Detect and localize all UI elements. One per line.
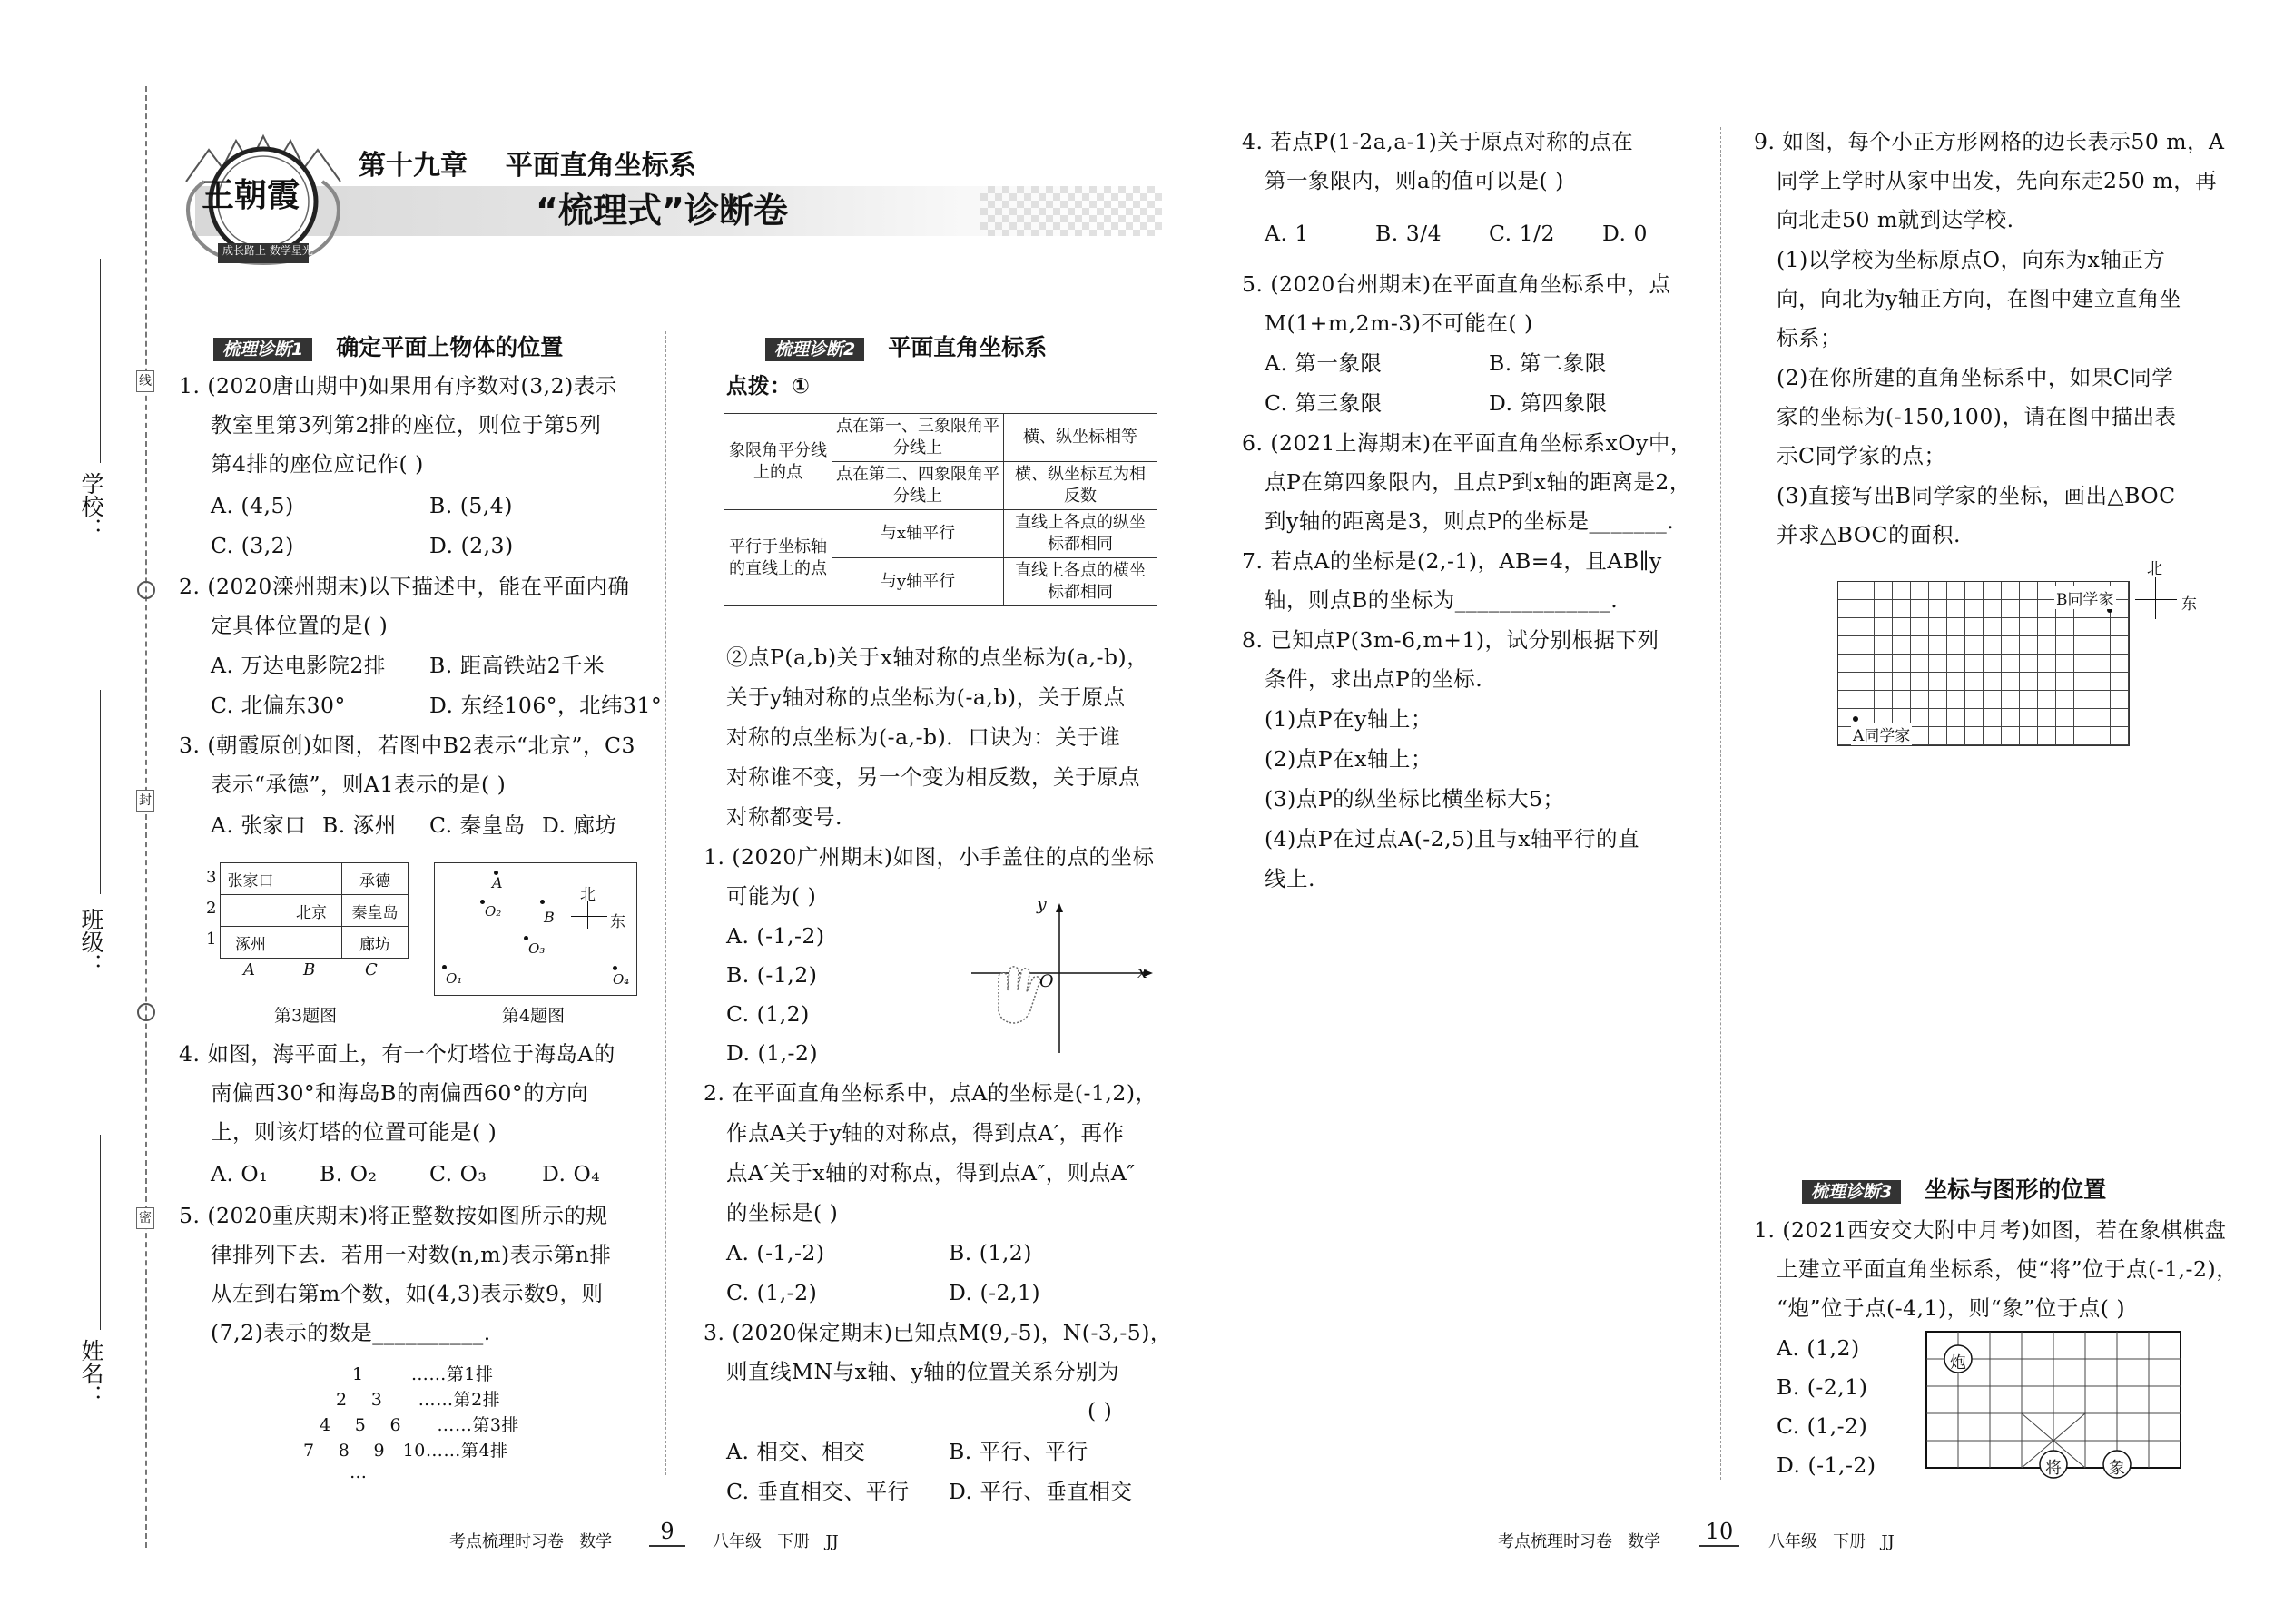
section-1-tag: 梳理诊断1 bbox=[213, 338, 312, 361]
question-3-7-line: 7. 若点A的坐标是(2,-1)，AB=4，且AB∥y bbox=[1242, 548, 1662, 574]
footer-left-text: 考点梳理时习卷 数学 bbox=[449, 1532, 613, 1551]
option[interactable]: C. (1,-2) bbox=[1777, 1413, 1868, 1439]
section-2-tag: 梳理诊断2 bbox=[765, 338, 864, 361]
grid-col-label: A bbox=[243, 960, 255, 979]
question-4-9-line: 家的坐标为(-150,100)，请在图中描出表 bbox=[1777, 404, 2177, 429]
question-2-2-line: 的坐标是( ) bbox=[726, 1200, 839, 1225]
question-3-8-line: (3)点P的纵坐标比横坐标大5； bbox=[1265, 786, 1565, 812]
figure-3-caption: 第3题图 bbox=[274, 1006, 338, 1026]
axes-figure bbox=[962, 894, 1162, 1058]
option[interactable]: B. 平行、平行 bbox=[949, 1439, 1088, 1464]
grid-point-a bbox=[1853, 716, 1858, 722]
tip-cell: 与x轴平行 bbox=[832, 510, 1004, 558]
tip-cell: 象限角平分线上的点 bbox=[724, 414, 832, 510]
header-checker bbox=[980, 186, 1162, 236]
option[interactable]: C. (3,2) bbox=[211, 533, 294, 558]
map-point-label: O₄ bbox=[613, 971, 630, 988]
question-3-6-line: 点P在第四象限内，且点P到x轴的距离是2， bbox=[1265, 469, 1691, 495]
question-4-9-line: (3)直接写出B同学家的坐标，画出△BOC bbox=[1777, 483, 2176, 508]
question-4-9-line: 示C同学家的点； bbox=[1777, 443, 1946, 468]
option[interactable]: D. 东经106°，北纬31° bbox=[429, 693, 663, 718]
question-2-2-line: 点A′关于x轴的对称点，得到点A″，则点A″ bbox=[726, 1160, 1136, 1186]
question-4-9-line: 向，向北为y轴正方向，在图中建立直角坐 bbox=[1777, 286, 2181, 311]
map-point bbox=[442, 965, 447, 969]
option[interactable]: A. 1 bbox=[1265, 221, 1309, 246]
tip-cell: 横、纵坐标相等 bbox=[1004, 414, 1157, 462]
question-3-6-line: 到y轴的距离是3，则点P的坐标是_______. bbox=[1265, 508, 1675, 534]
grid-compass-horizontal bbox=[2135, 599, 2177, 600]
chess-piece-general: 将 bbox=[2045, 1459, 2062, 1478]
option[interactable]: C. 第三象限 bbox=[1265, 390, 1383, 416]
grid-cell: 张家口 bbox=[221, 863, 281, 895]
footer-right-text: 考点梳理时习卷 数学 bbox=[1498, 1532, 1661, 1551]
tip-label: 点拨：① bbox=[726, 373, 811, 399]
grid-cell: 秦皇岛 bbox=[342, 895, 409, 927]
class-field[interactable] bbox=[100, 690, 101, 894]
option[interactable]: B. (-2,1) bbox=[1777, 1374, 1868, 1400]
section-3-heading bbox=[1802, 1178, 2106, 1204]
name-label: 姓名： bbox=[78, 1339, 104, 1407]
option[interactable]: D. O₄ bbox=[542, 1161, 601, 1186]
question-1-5-line: 5. (2020重庆期末)将正整数按如图所示的规 bbox=[179, 1203, 608, 1228]
tip-cell: 直线上各点的纵坐标都相同 bbox=[1004, 510, 1157, 558]
number-pattern-row: 7 8 9 10……第4排 bbox=[303, 1441, 508, 1461]
question-3-8-line: 8. 已知点P(3m-6,m+1)，试分别根据下列 bbox=[1242, 627, 1659, 653]
grid-compass-vertical bbox=[2155, 577, 2156, 619]
hand-icon bbox=[999, 967, 1040, 1023]
binding-line bbox=[145, 86, 147, 1548]
option[interactable]: B. 涿州 bbox=[322, 812, 397, 838]
chess-piece-elephant: 象 bbox=[2109, 1459, 2125, 1478]
map-point bbox=[613, 966, 617, 970]
name-field[interactable] bbox=[100, 1135, 101, 1330]
question-1-1-line: 1. (2020唐山期中)如果用有序数对(3,2)表示 bbox=[179, 373, 617, 399]
question-1-4-line: 4. 如图，海平面上，有一个灯塔位于海岛A的 bbox=[179, 1041, 615, 1067]
grid-cell bbox=[281, 927, 342, 959]
seal-mark-seal: 封 bbox=[136, 790, 154, 812]
question-4-1-line: 1. (2021西安交大附中月考)如图，若在象棋棋盘 bbox=[1754, 1217, 2227, 1243]
grid-cell: 涿州 bbox=[221, 927, 281, 959]
question-2-3-line: ( ) bbox=[1088, 1398, 1113, 1423]
option[interactable]: A. O₁ bbox=[211, 1161, 269, 1186]
page-title: “梳理式”诊断卷 bbox=[536, 191, 788, 231]
grid-col-label: C bbox=[365, 960, 378, 979]
compass-east-label: 东 bbox=[610, 913, 625, 931]
option[interactable]: A. 相交、相交 bbox=[726, 1439, 866, 1464]
question-1-4-line: 上，则该灯塔的位置可能是( ) bbox=[211, 1119, 497, 1145]
option[interactable]: D. (1,-2) bbox=[726, 1040, 819, 1066]
section-3-tag: 梳理诊断3 bbox=[1802, 1180, 1901, 1204]
tip-text-line: 对称谁不变，另一个变为相反数，关于原点 bbox=[726, 764, 1140, 790]
tip-text-line: 对称都变号. bbox=[726, 804, 842, 830]
question-2-1-line: 1. (2020广州期末)如图，小手盖住的点的坐标 bbox=[704, 844, 1155, 870]
seal-mark-line: 线 bbox=[136, 370, 154, 392]
question-3-8-line: (1)点P在y轴上； bbox=[1265, 706, 1433, 732]
figure-4-caption: 第4题图 bbox=[502, 1006, 566, 1026]
number-pattern-row: 1 ……第1排 bbox=[352, 1364, 494, 1384]
tip-text-line: 关于y轴对称的点坐标为(-a,b)，关于原点 bbox=[726, 684, 1126, 710]
map-point-label: B bbox=[544, 909, 555, 926]
option[interactable]: A. (-1,-2) bbox=[726, 923, 825, 949]
footer-right-grade: 八年级 下册 JJ bbox=[1768, 1532, 1895, 1551]
question-1-2-line: 2. (2020滦州期末)以下描述中，能在平面内确 bbox=[179, 574, 630, 599]
section-3-title: 坐标与图形的位置 bbox=[1925, 1176, 2107, 1203]
map-point-label: O₃ bbox=[528, 940, 546, 957]
tip-cell: 与y轴平行 bbox=[832, 558, 1004, 606]
grid-east-label: 东 bbox=[2181, 595, 2197, 614]
compass-vertical bbox=[587, 901, 588, 929]
question-1-5-line: (7,2)表示的数是__________. bbox=[211, 1320, 491, 1345]
logo-motto: 成长路上 数学星光 bbox=[222, 244, 313, 257]
question-3-7-line: 轴，则点B的坐标为______________. bbox=[1265, 587, 1619, 613]
grid-cell bbox=[281, 863, 342, 895]
option[interactable]: A. (1,2) bbox=[1777, 1335, 1860, 1361]
question-3-8-line: (2)点P在x轴上； bbox=[1265, 746, 1433, 772]
option[interactable]: D. (-2,1) bbox=[949, 1280, 1041, 1305]
figure-3-grid bbox=[206, 862, 410, 979]
footer-left-grade: 八年级 下册 JJ bbox=[713, 1532, 839, 1551]
tip-cell: 点在第二、四象限角平分线上 bbox=[832, 462, 1004, 510]
tip-cell: 直线上各点的横坐标都相同 bbox=[1004, 558, 1157, 606]
question-2-2-line: 2. 在平面直角坐标系中，点A的坐标是(-1,2)， bbox=[704, 1080, 1157, 1106]
question-1-4-line: 南偏西30°和海岛B的南偏西60°的方向 bbox=[211, 1080, 589, 1106]
chess-piece-cannon: 炮 bbox=[1950, 1353, 1966, 1373]
option[interactable]: C. (1,2) bbox=[726, 1001, 810, 1027]
option[interactable]: C. 北偏东30° bbox=[211, 693, 346, 718]
school-label: 学校： bbox=[78, 472, 104, 540]
grid-cell: 承德 bbox=[342, 863, 409, 895]
question-1-2-line: 定具体位置的是( ) bbox=[211, 613, 389, 638]
section-1-title: 确定平面上物体的位置 bbox=[336, 334, 564, 360]
question-2-3-line: 则直线MN与x轴、y轴的位置关系分别为 bbox=[726, 1359, 1120, 1384]
section-1-heading bbox=[213, 336, 563, 361]
class-label: 班级： bbox=[78, 908, 104, 976]
option[interactable]: A. 张家口 bbox=[211, 812, 307, 838]
question-4-1-line: “炮”位于点(-4,1)，则“象”位于点( ) bbox=[1777, 1295, 2126, 1321]
option[interactable]: B. 距高铁站2千米 bbox=[429, 653, 605, 678]
question-3-8-line: (4)点P在过点A(-2,5)且与x轴平行的直 bbox=[1265, 826, 1639, 851]
question-3-5-line: M(1+m,2m-3)不可能在( ) bbox=[1265, 310, 1533, 336]
question-1-5-line: 从左到右第m个数，如(4,3)表示数9，则 bbox=[211, 1281, 604, 1306]
footer-left-page: 9 bbox=[649, 1518, 685, 1547]
question-3-8-line: 线上. bbox=[1265, 866, 1315, 891]
option[interactable]: B. (1,2) bbox=[949, 1240, 1032, 1265]
grid-cell: 廊坊 bbox=[342, 927, 409, 959]
number-pattern-row: … bbox=[350, 1462, 368, 1482]
map-point-label: O₁ bbox=[446, 970, 463, 987]
binding-hole bbox=[137, 581, 155, 599]
option[interactable]: C. 垂直相交、平行 bbox=[726, 1479, 910, 1504]
option[interactable]: C. O₃ bbox=[429, 1161, 487, 1186]
question-1-3-line: 3. (朝霞原创)如图，若图中B2表示“北京”，C3 bbox=[179, 733, 635, 758]
tip-cell: 平行于坐标轴的直线上的点 bbox=[724, 510, 832, 606]
question-1-1-line: 教室里第3列第2排的座位，则位于第5列 bbox=[211, 412, 602, 438]
option[interactable]: C. 秦皇岛 bbox=[429, 812, 526, 838]
question-3-4-line: 第一象限内，则a的值可以是( ) bbox=[1265, 168, 1564, 193]
option[interactable]: C. (1,-2) bbox=[726, 1280, 818, 1305]
question-4-9-line: 并求△BOC的面积. bbox=[1777, 522, 1961, 547]
binding-hole bbox=[137, 1003, 155, 1021]
grid-cell bbox=[221, 895, 281, 927]
map-point-label: O₂ bbox=[485, 903, 502, 920]
question-3-5-line: 5. (2020台州期末)在平面直角坐标系中，点 bbox=[1242, 271, 1671, 297]
compass-horizontal bbox=[571, 916, 607, 917]
option[interactable]: A. (4,5) bbox=[211, 493, 294, 518]
option[interactable]: B. (5,4) bbox=[429, 493, 513, 518]
map-point bbox=[540, 900, 545, 904]
chapter-title: 第十九章 平面直角坐标系 bbox=[359, 150, 696, 182]
tip-cell: 点在第一、三象限角平分线上 bbox=[832, 414, 1004, 462]
grid-cell: 北京 bbox=[281, 895, 342, 927]
tip-text-line: 对称的点坐标为(-a,-b)．口诀为：关于谁 bbox=[726, 724, 1121, 750]
section-2-title: 平面直角坐标系 bbox=[888, 334, 1048, 360]
section-2-heading bbox=[765, 336, 1047, 361]
question-1-5-line: 律排列下去．若用一对数(n,m)表示第n排 bbox=[211, 1242, 612, 1267]
question-4-9-line: 向北走50 m就到达学校. bbox=[1777, 207, 2014, 232]
question-3-8-line: 条件，求出点P的坐标. bbox=[1265, 666, 1483, 692]
question-4-9-line: (1)以学校为坐标原点O，向东为x轴正方 bbox=[1777, 247, 2166, 272]
question-4-9-line: (2)在你所建的直角坐标系中，如果C同学 bbox=[1777, 365, 2174, 390]
option[interactable]: A. 第一象限 bbox=[1265, 350, 1383, 376]
number-pattern-row: 2 3 ……第2排 bbox=[336, 1390, 501, 1410]
question-2-2-line: 作点A关于y轴的对称点，得到点A′，再作 bbox=[726, 1120, 1125, 1146]
number-pattern-row: 4 5 6 ……第3排 bbox=[320, 1415, 519, 1435]
option[interactable]: D. 0 bbox=[1602, 221, 1648, 246]
logo-name: 王朝霞 bbox=[202, 176, 300, 214]
question-1-1-line: 第4排的座位应记作( ) bbox=[211, 451, 424, 477]
figure-3-table bbox=[220, 862, 409, 959]
grid-row-label: 2 bbox=[206, 899, 217, 918]
option[interactable]: D. 第四象限 bbox=[1489, 390, 1608, 416]
option[interactable]: B. 3/4 bbox=[1375, 221, 1442, 246]
question-2-3-line: 3. (2020保定期末)已知点M(9,-5)，N(-3,-5)， bbox=[704, 1320, 1172, 1345]
option[interactable]: B. (-1,2) bbox=[726, 962, 818, 988]
question-4-9-line: 标系； bbox=[1777, 325, 1842, 350]
option[interactable]: D. 平行、垂直相交 bbox=[949, 1479, 1133, 1504]
tip-cell: 横、纵坐标互为相反数 bbox=[1004, 462, 1157, 510]
question-3-6-line: 6. (2021上海期末)在平面直角坐标系xOy中， bbox=[1242, 430, 1692, 456]
grid-col-label: B bbox=[303, 960, 316, 979]
option[interactable]: D. (2,3) bbox=[429, 533, 514, 558]
question-1-3-line: 表示“承德”，则A1表示的是( ) bbox=[211, 772, 507, 797]
question-4-9-line: 同学上学时从家中出发，先向东走250 m，再 bbox=[1777, 168, 2218, 193]
question-4-9-line: 9. 如图，每个小正方形网格的边长表示50 m，A bbox=[1754, 129, 2225, 154]
option[interactable]: C. 1/2 bbox=[1489, 221, 1555, 246]
grid-north-label: 北 bbox=[2147, 560, 2162, 578]
question-3-4-line: 4. 若点P(1-2a,a-1)关于原点对称的点在 bbox=[1242, 129, 1634, 154]
option[interactable]: B. O₂ bbox=[320, 1161, 378, 1186]
compass-north-label: 北 bbox=[580, 886, 596, 904]
axis-x-label: x bbox=[1137, 962, 1147, 982]
grid-row-label: 1 bbox=[206, 930, 217, 949]
option[interactable]: A. 万达电影院2排 bbox=[211, 653, 386, 678]
column-divider bbox=[665, 331, 666, 1475]
option[interactable]: A. (-1,-2) bbox=[726, 1240, 825, 1265]
figure-4-map bbox=[434, 862, 637, 996]
option[interactable]: D. (-1,-2) bbox=[1777, 1452, 1876, 1478]
question-4-1-line: 上建立平面直角坐标系，使“将”位于点(-1,-2)， bbox=[1777, 1256, 2239, 1282]
tip-table bbox=[724, 413, 1157, 606]
grid-row-label: 3 bbox=[206, 868, 217, 887]
grid-a-label: A同学家 bbox=[1851, 723, 1912, 745]
question-2-1-line: 可能为( ) bbox=[726, 883, 817, 909]
seal-mark-close: 密 bbox=[136, 1207, 154, 1229]
option[interactable]: B. 第二象限 bbox=[1489, 350, 1607, 376]
column-divider bbox=[1720, 127, 1721, 1480]
axis-origin-label: O bbox=[1039, 971, 1054, 991]
map-point-label: A bbox=[492, 874, 503, 891]
school-field[interactable] bbox=[100, 259, 101, 463]
tip-text-line: ②点P(a,b)关于x轴对称的点坐标为(a,-b)， bbox=[726, 645, 1149, 670]
axis-y-label: y bbox=[1037, 894, 1047, 914]
footer-right-page: 10 bbox=[1699, 1518, 1739, 1547]
option[interactable]: D. 廊坊 bbox=[542, 812, 617, 838]
school-grid bbox=[1837, 581, 2130, 746]
grid-b-label: B同学家 bbox=[2054, 586, 2116, 609]
